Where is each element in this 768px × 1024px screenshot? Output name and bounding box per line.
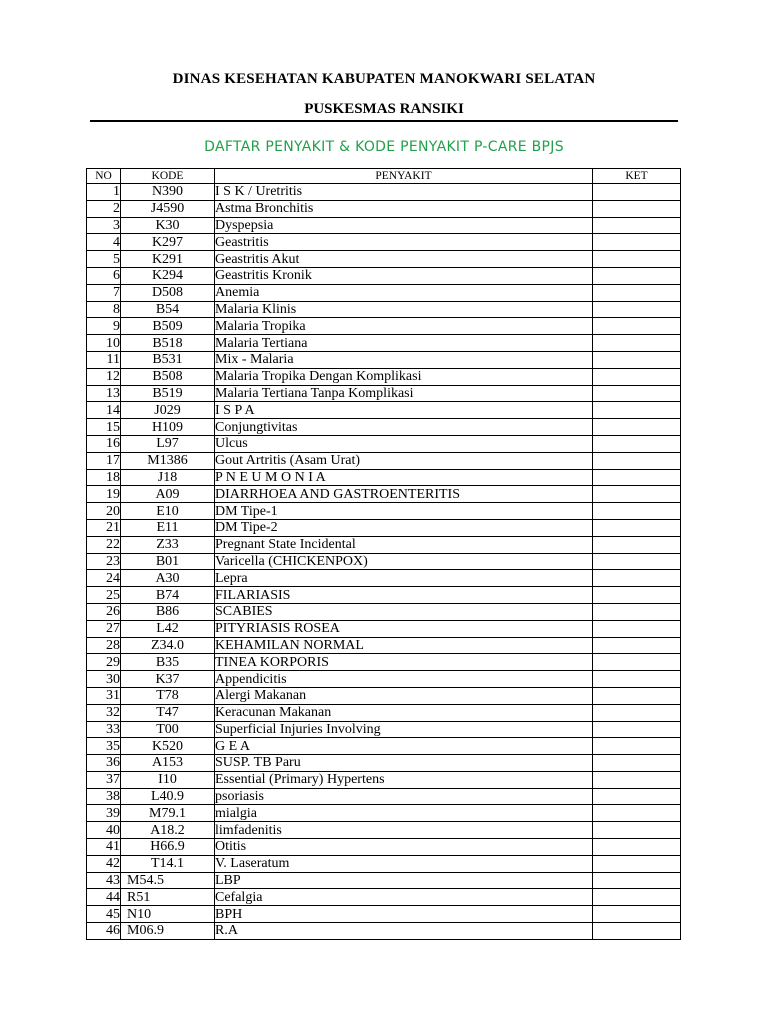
table-row: [87, 234, 681, 251]
row-ket: [593, 452, 681, 469]
table-row: [87, 889, 681, 906]
row-kode: B518: [121, 335, 215, 352]
row-no: 43: [87, 872, 121, 889]
row-ket: [593, 335, 681, 352]
table-row: [87, 553, 681, 570]
row-ket: [593, 184, 681, 201]
row-no: 10: [87, 335, 121, 352]
row-penyakit: DM Tipe-1: [215, 503, 593, 520]
table-row: [87, 402, 681, 419]
table-row: [87, 435, 681, 452]
row-kode: N10: [121, 906, 215, 923]
row-ket: [593, 923, 681, 940]
row-penyakit: Malaria Tertiana Tanpa Komplikasi: [215, 385, 593, 402]
table-row: [87, 368, 681, 385]
row-no: 15: [87, 419, 121, 436]
row-kode: J029: [121, 402, 215, 419]
table-row: [87, 200, 681, 217]
row-penyakit: Keracunan Makanan: [215, 704, 593, 721]
row-kode: E11: [121, 519, 215, 536]
row-no: 18: [87, 469, 121, 486]
row-kode: H66.9: [121, 839, 215, 856]
row-kode: L42: [121, 620, 215, 637]
row-kode: B74: [121, 587, 215, 604]
disease-code-table: [86, 168, 681, 940]
row-kode: N390: [121, 184, 215, 201]
row-kode: L40.9: [121, 788, 215, 805]
row-penyakit: Malaria Tropika Dengan Komplikasi: [215, 368, 593, 385]
row-penyakit: psoriasis: [215, 788, 593, 805]
row-penyakit: Geastritis Akut: [215, 251, 593, 268]
row-no: 35: [87, 738, 121, 755]
row-kode: I10: [121, 771, 215, 788]
row-penyakit: KEHAMILAN NORMAL: [215, 637, 593, 654]
table-row: [87, 906, 681, 923]
row-ket: [593, 637, 681, 654]
table-row: [87, 335, 681, 352]
column-header-no: NO: [87, 169, 121, 184]
row-no: 30: [87, 671, 121, 688]
table-row: [87, 301, 681, 318]
row-kode: K37: [121, 671, 215, 688]
row-kode: B531: [121, 351, 215, 368]
row-no: 12: [87, 368, 121, 385]
row-no: 39: [87, 805, 121, 822]
row-penyakit: Malaria Tertiana: [215, 335, 593, 352]
row-kode: A09: [121, 486, 215, 503]
table-row: [87, 419, 681, 436]
row-penyakit: Malaria Klinis: [215, 301, 593, 318]
row-ket: [593, 200, 681, 217]
row-penyakit: Ulcus: [215, 435, 593, 452]
row-kode: M1386: [121, 452, 215, 469]
table-row: [87, 923, 681, 940]
row-no: 33: [87, 721, 121, 738]
row-penyakit: BPH: [215, 906, 593, 923]
row-kode: B508: [121, 368, 215, 385]
table-row: [87, 284, 681, 301]
table-row: [87, 318, 681, 335]
row-ket: [593, 704, 681, 721]
row-no: 7: [87, 284, 121, 301]
row-penyakit: Malaria Tropika: [215, 318, 593, 335]
row-kode: D508: [121, 284, 215, 301]
row-no: 25: [87, 587, 121, 604]
row-no: 5: [87, 251, 121, 268]
facility-title: PUSKESMAS RANSIKI: [304, 101, 464, 117]
table-row: [87, 671, 681, 688]
row-penyakit: P N E U M O N I A: [215, 469, 593, 486]
row-ket: [593, 351, 681, 368]
row-no: 27: [87, 620, 121, 637]
row-penyakit: SCABIES: [215, 603, 593, 620]
row-ket: [593, 318, 681, 335]
row-kode: K30: [121, 217, 215, 234]
row-no: 46: [87, 923, 121, 940]
table-header-row: [87, 169, 681, 184]
column-header-penyakit: PENYAKIT: [215, 169, 593, 184]
row-kode: B509: [121, 318, 215, 335]
row-kode: B86: [121, 603, 215, 620]
table-row: [87, 855, 681, 872]
row-ket: [593, 603, 681, 620]
row-no: 42: [87, 855, 121, 872]
row-penyakit: Pregnant State Incidental: [215, 536, 593, 553]
table-row: [87, 452, 681, 469]
row-ket: [593, 419, 681, 436]
row-ket: [593, 721, 681, 738]
row-kode: J18: [121, 469, 215, 486]
row-ket: [593, 267, 681, 284]
row-penyakit: Essential (Primary) Hypertens: [215, 771, 593, 788]
table-row: [87, 687, 681, 704]
row-penyakit: V. Laseratum: [215, 855, 593, 872]
row-ket: [593, 435, 681, 452]
row-penyakit: Otitis: [215, 839, 593, 856]
table-row: [87, 570, 681, 587]
table-row: [87, 536, 681, 553]
row-no: 4: [87, 234, 121, 251]
row-ket: [593, 570, 681, 587]
table-row: [87, 771, 681, 788]
row-ket: [593, 872, 681, 889]
table-row: [87, 603, 681, 620]
table-row: [87, 351, 681, 368]
row-penyakit: Mix - Malaria: [215, 351, 593, 368]
row-kode: M79.1: [121, 805, 215, 822]
row-no: 44: [87, 889, 121, 906]
row-kode: T47: [121, 704, 215, 721]
row-kode: K294: [121, 267, 215, 284]
row-ket: [593, 687, 681, 704]
row-kode: B54: [121, 301, 215, 318]
row-penyakit: Lepra: [215, 570, 593, 587]
row-no: 26: [87, 603, 121, 620]
row-penyakit: G E A: [215, 738, 593, 755]
row-no: 23: [87, 553, 121, 570]
row-no: 21: [87, 519, 121, 536]
row-penyakit: Superficial Injuries Involving: [215, 721, 593, 738]
row-penyakit: FILARIASIS: [215, 587, 593, 604]
row-penyakit: I S P A: [215, 402, 593, 419]
row-penyakit: Geastritis: [215, 234, 593, 251]
table-row: [87, 184, 681, 201]
row-ket: [593, 906, 681, 923]
row-kode: A30: [121, 570, 215, 587]
row-ket: [593, 738, 681, 755]
row-kode: A18.2: [121, 822, 215, 839]
table-row: [87, 587, 681, 604]
row-kode: E10: [121, 503, 215, 520]
document-title: DAFTAR PENYAKIT & KODE PENYAKIT P-CARE BPJS: [204, 139, 564, 155]
table-row: [87, 755, 681, 772]
row-ket: [593, 654, 681, 671]
row-kode: K297: [121, 234, 215, 251]
row-no: 45: [87, 906, 121, 923]
table-row: [87, 704, 681, 721]
row-no: 32: [87, 704, 121, 721]
table-row: [87, 721, 681, 738]
row-kode: R51: [121, 889, 215, 906]
row-ket: [593, 587, 681, 604]
row-kode: H109: [121, 419, 215, 436]
row-ket: [593, 771, 681, 788]
row-penyakit: Anemia: [215, 284, 593, 301]
header-divider: [90, 120, 678, 122]
row-ket: [593, 671, 681, 688]
row-no: 22: [87, 536, 121, 553]
row-ket: [593, 822, 681, 839]
row-kode: B35: [121, 654, 215, 671]
row-no: 24: [87, 570, 121, 587]
table-row: [87, 637, 681, 654]
row-ket: [593, 469, 681, 486]
column-header-ket: KET: [593, 169, 681, 184]
row-kode: Z33: [121, 536, 215, 553]
row-no: 8: [87, 301, 121, 318]
table-row: [87, 872, 681, 889]
row-penyakit: Alergi Makanan: [215, 687, 593, 704]
row-penyakit: TINEA KORPORIS: [215, 654, 593, 671]
row-penyakit: PITYRIASIS ROSEA: [215, 620, 593, 637]
row-no: 16: [87, 435, 121, 452]
row-kode: K291: [121, 251, 215, 268]
row-no: 41: [87, 839, 121, 856]
row-no: 31: [87, 687, 121, 704]
row-no: 29: [87, 654, 121, 671]
row-penyakit: Cefalgia: [215, 889, 593, 906]
row-no: 3: [87, 217, 121, 234]
row-kode: T78: [121, 687, 215, 704]
row-ket: [593, 805, 681, 822]
row-penyakit: Appendicitis: [215, 671, 593, 688]
row-no: 28: [87, 637, 121, 654]
row-penyakit: mialgia: [215, 805, 593, 822]
table-row: [87, 822, 681, 839]
row-ket: [593, 217, 681, 234]
row-kode: Z34.0: [121, 637, 215, 654]
row-no: 2: [87, 200, 121, 217]
row-penyakit: DM Tipe-2: [215, 519, 593, 536]
column-header-kode: KODE: [121, 169, 215, 184]
table-row: [87, 654, 681, 671]
row-penyakit: SUSP. TB Paru: [215, 755, 593, 772]
row-ket: [593, 620, 681, 637]
row-no: 6: [87, 267, 121, 284]
table-row: [87, 469, 681, 486]
row-penyakit: Dyspepsia: [215, 217, 593, 234]
row-no: 38: [87, 788, 121, 805]
row-no: 37: [87, 771, 121, 788]
row-no: 36: [87, 755, 121, 772]
row-ket: [593, 234, 681, 251]
table-row: [87, 503, 681, 520]
row-kode: M06.9: [121, 923, 215, 940]
row-no: 9: [87, 318, 121, 335]
table-row: [87, 267, 681, 284]
table-row: [87, 217, 681, 234]
row-ket: [593, 301, 681, 318]
row-ket: [593, 486, 681, 503]
row-ket: [593, 402, 681, 419]
row-no: 14: [87, 402, 121, 419]
row-ket: [593, 855, 681, 872]
row-kode: T14.1: [121, 855, 215, 872]
row-no: 1: [87, 184, 121, 201]
table-row: [87, 251, 681, 268]
row-penyakit: Conjungtivitas: [215, 419, 593, 436]
row-kode: K520: [121, 738, 215, 755]
table-row: [87, 486, 681, 503]
row-kode: B01: [121, 553, 215, 570]
row-penyakit: LBP: [215, 872, 593, 889]
row-penyakit: Varicella (CHICKENPOX): [215, 553, 593, 570]
row-penyakit: DIARRHOEA AND GASTROENTERITIS: [215, 486, 593, 503]
row-no: 40: [87, 822, 121, 839]
table-body: [87, 184, 681, 940]
row-ket: [593, 553, 681, 570]
row-penyakit: Geastritis Kronik: [215, 267, 593, 284]
row-kode: J4590: [121, 200, 215, 217]
table-row: [87, 738, 681, 755]
row-no: 11: [87, 351, 121, 368]
row-no: 19: [87, 486, 121, 503]
row-kode: L97: [121, 435, 215, 452]
row-no: 13: [87, 385, 121, 402]
row-penyakit: Gout Artritis (Asam Urat): [215, 452, 593, 469]
row-ket: [593, 788, 681, 805]
row-ket: [593, 385, 681, 402]
row-ket: [593, 839, 681, 856]
row-no: 17: [87, 452, 121, 469]
row-ket: [593, 503, 681, 520]
table-row: [87, 839, 681, 856]
row-kode: B519: [121, 385, 215, 402]
row-no: 20: [87, 503, 121, 520]
row-ket: [593, 536, 681, 553]
row-kode: A153: [121, 755, 215, 772]
row-ket: [593, 755, 681, 772]
table-row: [87, 805, 681, 822]
table-row: [87, 519, 681, 536]
row-penyakit: Astma Bronchitis: [215, 200, 593, 217]
row-kode: T00: [121, 721, 215, 738]
row-ket: [593, 368, 681, 385]
row-ket: [593, 889, 681, 906]
row-ket: [593, 519, 681, 536]
row-ket: [593, 251, 681, 268]
row-ket: [593, 284, 681, 301]
table-row: [87, 788, 681, 805]
row-penyakit: I S K / Uretritis: [215, 184, 593, 201]
row-kode: M54.5: [121, 872, 215, 889]
agency-title: DINAS KESEHATAN KABUPATEN MANOKWARI SELATAN: [172, 71, 596, 87]
row-penyakit: R.A: [215, 923, 593, 940]
table-row: [87, 620, 681, 637]
row-penyakit: limfadenitis: [215, 822, 593, 839]
table-row: [87, 385, 681, 402]
